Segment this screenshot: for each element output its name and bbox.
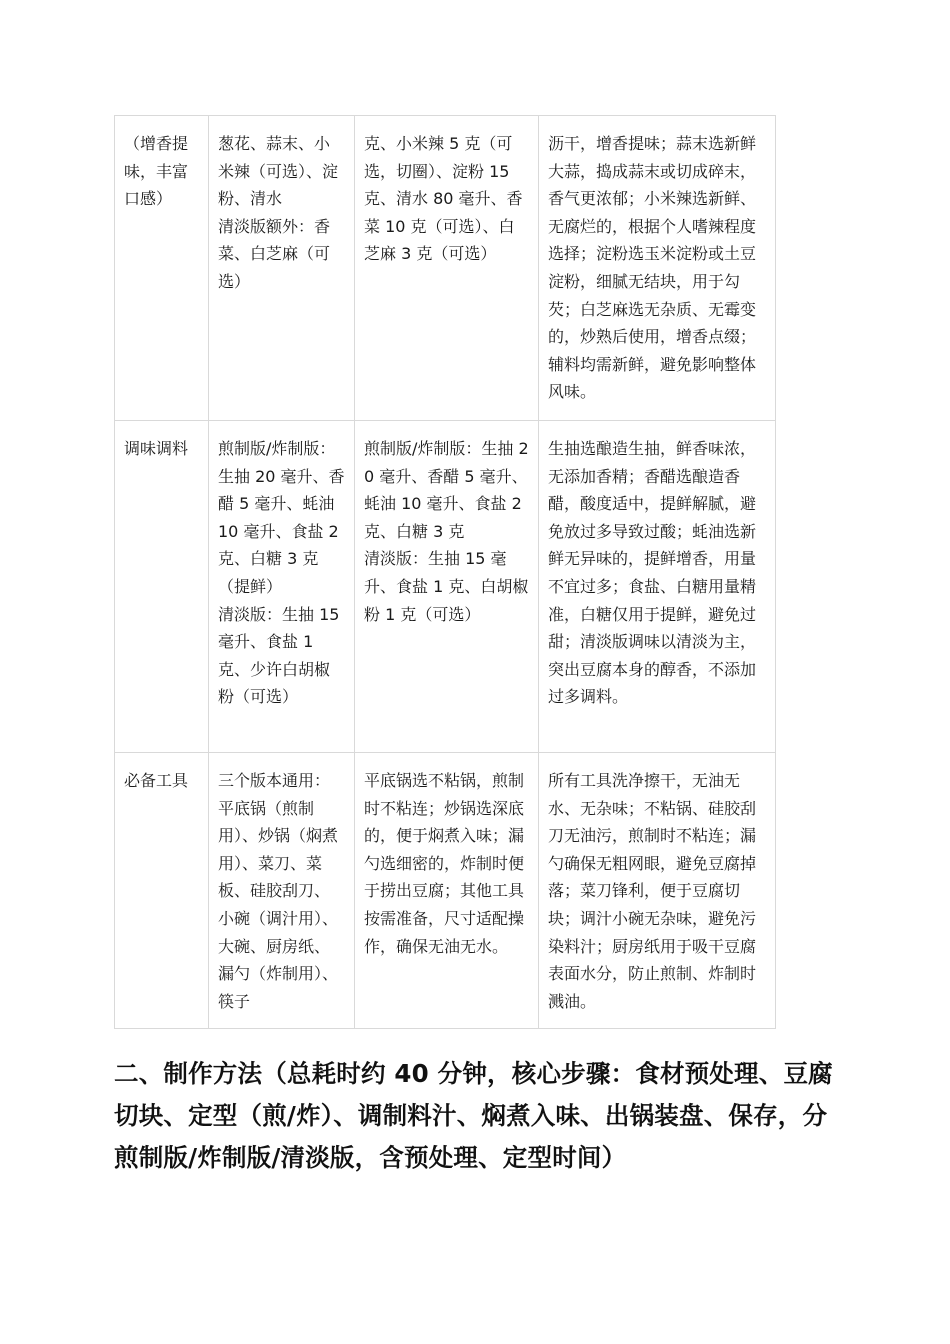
table-cell-amount bbox=[355, 753, 539, 1029]
cell-text: 煎制版/炸制版：生抽 20 毫升、香醋 5 毫升、蚝油 10 毫升、食盐 2 克、白糖 3 克 bbox=[364, 439, 529, 541]
section-heading: 二、制作方法（总耗时约 40 分钟，核心步骤：食材预处理、豆腐切块、定型（煎/炸）、调制料汁、焖煮入味、出锅装盘、保存，分煎制版/炸制版/清淡版，含预处理、定型时间） bbox=[114, 1059, 833, 1172]
table-row bbox=[115, 116, 776, 421]
ingredients-table bbox=[114, 115, 776, 1029]
cell-text: 生抽选酿造生抽，鲜香味浓，无添加香精；香醋选酿造香醋，酸度适中，提鲜解腻，避免放过多导致过酸；蚝油选新鲜无异味的，提鲜增香，用量不宜过多；食盐、白糖用量精准，白糖仅用于提鲜，避免过甜；清淡版调味以清淡为主，突出豆腐本身的醇香，不添加过多调料。 bbox=[548, 439, 757, 707]
cell-text: 沥干，增香提味；蒜末选新鲜大蒜，捣成蒜末或切成碎末，香气更浓郁；小米辣选新鲜、无腐烂的，根据个人嗜辣程度选择；淀粉选玉米淀粉或土豆淀粉，细腻无结块，用于勾芡；白芝麻选无杂质、无霉变的，炒熟后使用，增香点缀；辅料均需新鲜，避免影响整体风味。 bbox=[548, 134, 757, 402]
table-cell-items bbox=[209, 116, 355, 421]
table-cell-items bbox=[209, 753, 355, 1029]
table-cell-notes bbox=[539, 116, 776, 421]
cell-text: 所有工具洗净擦干，无油无水、无杂味；不粘锅、硅胶刮刀无油污，煎制时不粘连；漏勺确保无粗网眼，避免豆腐掉落；菜刀锋利，便于豆腐切块；调汁小碗无杂味，避免污染料汁；厨房纸用于吸干豆腐表面水分，防止煎制、炸制时溅油。 bbox=[548, 771, 757, 1011]
cell-text: 三个版本通用：平底锅（煎制用）、炒锅（焖煮用）、菜刀、菜板、硅胶刮刀、小碗（调汁用）、大碗、厨房纸、漏勺（炸制用）、筷子 bbox=[218, 771, 339, 1011]
cell-text: 清淡版：生抽 15 毫升、食盐 1 克、白胡椒粉 1 克（可选） bbox=[364, 549, 529, 624]
table-row bbox=[115, 753, 776, 1029]
cell-text: 葱花、蒜末、小米辣（可选）、淀粉、清水 bbox=[218, 134, 339, 209]
cell-text: 必备工具 bbox=[124, 771, 189, 790]
table-cell-amount bbox=[355, 116, 539, 421]
table-cell-items bbox=[209, 421, 355, 753]
cell-text: 克、小米辣 5 克（可选，切圈）、淀粉 15 克、清水 80 毫升、香菜 10 克（可选）、白芝麻 3 克（可选） bbox=[364, 134, 523, 264]
cell-text: 平底锅选不粘锅，煎制时不粘连；炒锅选深底的，便于焖煮入味；漏勺选细密的，炸制时便于捞出豆腐；其他工具按需准备，尺寸适配操作，确保无油无水。 bbox=[364, 771, 525, 956]
cell-text: （增香提味，丰富口感） bbox=[124, 134, 189, 209]
cell-text: 调味调料 bbox=[124, 439, 189, 458]
table-row bbox=[115, 421, 776, 753]
table-cell-category bbox=[115, 421, 209, 753]
table-cell-notes bbox=[539, 421, 776, 753]
table-cell-amount bbox=[355, 421, 539, 753]
cell-text: 清淡版：生抽 15 毫升、食盐 1 克、少许白胡椒粉（可选） bbox=[218, 604, 340, 707]
cell-text: 清淡版额外：香菜、白芝麻（可选） bbox=[218, 216, 331, 291]
table-cell-notes bbox=[539, 753, 776, 1029]
table-cell-category bbox=[115, 116, 209, 421]
table-cell-category bbox=[115, 753, 209, 1029]
cell-text: 煎制版/炸制版：生抽 20 毫升、香醋 5 毫升、蚝油 10 毫升、食盐 2 克、白糖 3 克（提鲜） bbox=[218, 439, 345, 596]
